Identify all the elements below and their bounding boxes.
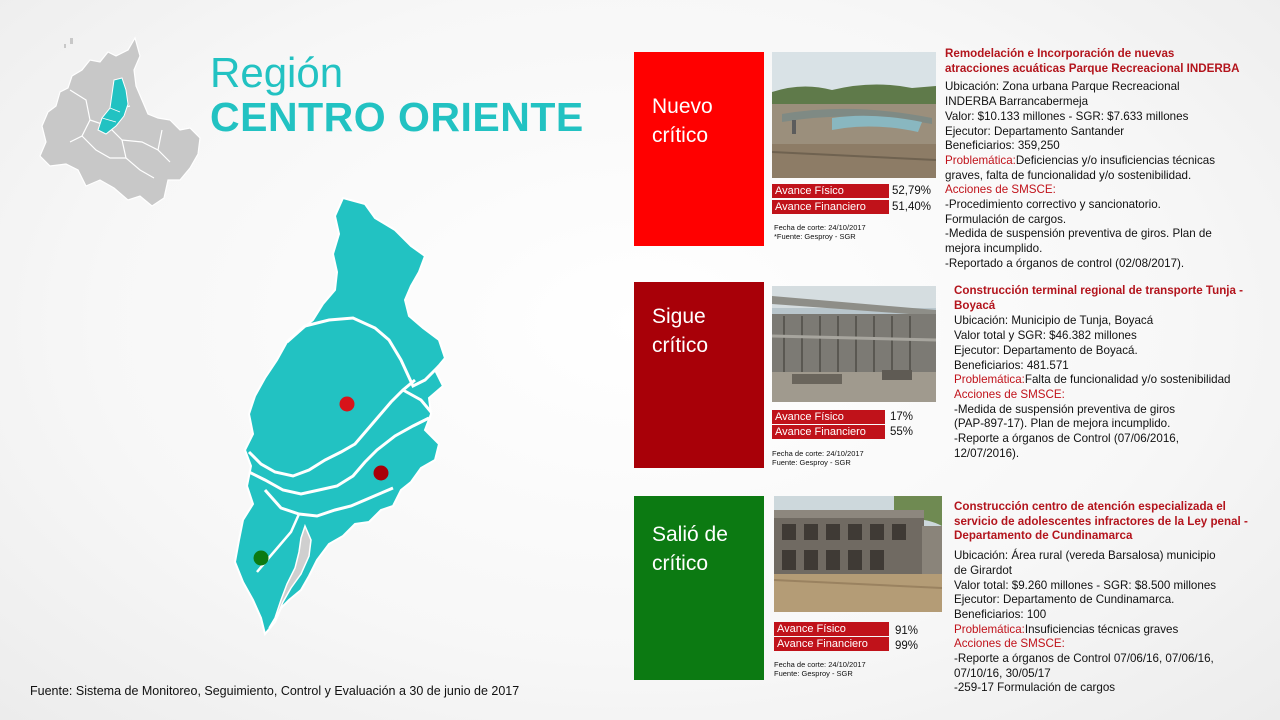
status-label: Nuevo crítico bbox=[652, 95, 713, 147]
progress-label: Avance Físico bbox=[774, 622, 889, 636]
detail-line: Valor total: $9.260 millones - SGR: $8.500 millones bbox=[954, 578, 1217, 592]
actions-label: Acciones de SMSCE: bbox=[954, 637, 1065, 651]
status-box-salio-critico bbox=[634, 496, 764, 680]
region-subtitle: CENTRO ORIENTE bbox=[210, 94, 584, 140]
detail-line: Beneficiarios: 100 bbox=[954, 607, 1047, 621]
progress-label: Avance Financiero bbox=[772, 200, 889, 214]
source-note: Fuente: Sistema de Monitoreo, Seguimiento, Control y Evaluación a 30 de junio de 2017 bbox=[30, 684, 520, 698]
progress-row-fisico bbox=[774, 622, 934, 636]
exited-critical-project-marker bbox=[254, 551, 269, 566]
project-title: atracciones acuáticas Parque Recreacional INDERBA bbox=[945, 61, 1240, 75]
footnote: Fecha de corte: 24/10/2017 *Fuente: Gesproy - SGR bbox=[774, 223, 866, 241]
problem-line: Problemática:Falta de funcionalidad y/o sostenibilidad bbox=[954, 373, 1231, 387]
action-line: 07/10/16, 30/05/17 bbox=[954, 666, 1051, 680]
project-title: servicio de adolescentes infractores de la Ley penal - bbox=[954, 514, 1248, 528]
progress-label: Avance Físico bbox=[772, 410, 885, 424]
action-line: -Medida de suspensión preventiva de giros. Plan de bbox=[945, 227, 1212, 241]
action-line: -Reporte a órganos de Control 07/06/16, 07/06/16, bbox=[954, 652, 1214, 666]
problem-line: graves, falta de funcionalidad y/o sostenibilidad. bbox=[945, 168, 1192, 182]
action-line: -Procedimiento correctivo y sancionatorio. bbox=[945, 198, 1161, 212]
detail-line: Valor: $10.133 millones - SGR: $7.633 millones bbox=[945, 109, 1189, 123]
project-title: Construcción terminal regional de transporte Tunja - bbox=[954, 284, 1244, 297]
footnote: Fecha de corte: 24/10/2017 Fuente: Gesproy - SGR bbox=[774, 660, 866, 678]
progress-row-fisico bbox=[772, 410, 942, 424]
action-line: (PAP-897-17). Plan de mejora incumplido. bbox=[954, 417, 1171, 431]
project-photo-youth-center bbox=[774, 496, 942, 612]
progress-value: 91% bbox=[895, 625, 919, 637]
project-title: Remodelación e Incorporación de nuevas bbox=[945, 47, 1175, 60]
action-line: -Medida de suspensión preventiva de giros bbox=[954, 402, 1176, 416]
status-box-sigue-critico bbox=[634, 282, 764, 468]
progress-value: 55% bbox=[890, 426, 914, 438]
project-photo-water-park bbox=[772, 52, 936, 178]
action-line: -Reporte a órganos de Control (07/06/2016, bbox=[954, 432, 1179, 446]
action-line: -Reportado a órganos de control (02/08/2017). bbox=[945, 256, 1185, 270]
progress-label: Avance Físico bbox=[772, 184, 889, 198]
project-title: Departamento de Cundinamarca bbox=[954, 529, 1133, 543]
progress-row-financiero bbox=[774, 637, 934, 651]
detail-line: Beneficiarios: 359,250 bbox=[945, 139, 1060, 153]
detail-line: Ejecutor: Departamento de Cundinamarca. bbox=[954, 593, 1175, 607]
footnote: Fecha de corte: 24/10/2017 Fuente: Gesproy - SGR bbox=[772, 449, 864, 467]
project-info-1 bbox=[945, 47, 1265, 272]
still-critical-project-marker bbox=[374, 466, 389, 481]
problem-line: Problemática:Deficiencias y/o insuficiencias técnicas bbox=[945, 153, 1216, 167]
status-label: Salió de crítico bbox=[652, 523, 728, 575]
project-info-3 bbox=[954, 500, 1274, 696]
progress-row-financiero bbox=[772, 425, 942, 439]
progress-row-fisico bbox=[772, 184, 942, 198]
action-line: 12/07/2016). bbox=[954, 446, 1020, 460]
detail-line: Ejecutor: Departamento Santander bbox=[945, 124, 1125, 138]
detail-line: Valor total y SGR: $46.382 millones bbox=[954, 329, 1137, 343]
colombia-locator-map bbox=[30, 30, 210, 210]
project-title: Boyacá bbox=[954, 298, 996, 312]
status-label: Sigue crítico bbox=[652, 305, 709, 357]
region-title: Región bbox=[210, 49, 344, 96]
project-title: Construcción centro de atención especializada el bbox=[954, 500, 1226, 513]
actions-label: Acciones de SMSCE: bbox=[945, 183, 1056, 197]
detail-line: de Girardot bbox=[954, 563, 1012, 577]
detail-line: Beneficiarios: 481.571 bbox=[954, 358, 1069, 372]
action-line: -259-17 Formulación de cargos bbox=[954, 681, 1116, 695]
detail-line: Ubicación: Municipio de Tunja, Boyacá bbox=[954, 314, 1154, 328]
progress-value: 51,40% bbox=[892, 201, 932, 213]
region-map bbox=[225, 190, 490, 650]
problem-line: Problemática:Insuficiencias técnicas graves bbox=[954, 622, 1179, 636]
progress-value: 99% bbox=[895, 640, 919, 652]
progress-label: Avance Financiero bbox=[774, 637, 889, 651]
critical-project-marker bbox=[340, 397, 355, 412]
project-photo-bus-terminal bbox=[772, 286, 936, 402]
status-box-nuevo-critico bbox=[634, 52, 764, 246]
progress-row-financiero bbox=[772, 200, 942, 214]
action-line: mejora incumplido. bbox=[945, 242, 1043, 256]
detail-line: Ubicación: Área rural (vereda Barsalosa) municipio bbox=[954, 549, 1216, 563]
progress-value: 52,79% bbox=[892, 185, 932, 197]
action-line: Formulación de cargos. bbox=[945, 212, 1067, 226]
detail-line: Ejecutor: Departamento de Boyacá. bbox=[954, 343, 1138, 357]
project-info-2 bbox=[954, 284, 1269, 461]
detail-line: INDERBA Barrancabermeja bbox=[945, 95, 1089, 109]
progress-label: Avance Financiero bbox=[772, 425, 885, 439]
progress-value: 17% bbox=[890, 411, 914, 423]
actions-label: Acciones de SMSCE: bbox=[954, 387, 1065, 401]
detail-line: Ubicación: Zona urbana Parque Recreacional bbox=[945, 80, 1180, 94]
